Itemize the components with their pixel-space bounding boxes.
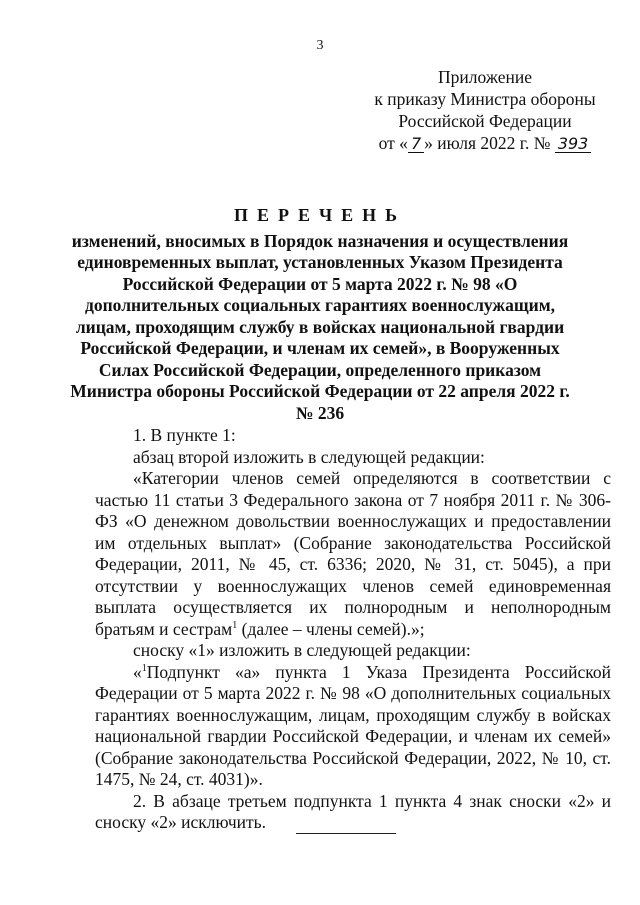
document-title: ПЕРЕЧЕНЬ <box>233 205 407 225</box>
paragraph-abzac-instruction: абзац второй изложить в следующей редакции: <box>133 446 485 467</box>
footnote-mark-1: 1 <box>232 619 238 631</box>
handwritten-day: 7 <box>408 136 424 153</box>
paragraph-point-2: 2. В абзаце третьем подпункта 1 пункта 4 знак сноски «2» и сноску «2» исключить. <box>95 790 611 832</box>
handwritten-order-number: 393 <box>555 136 592 153</box>
paragraph-point-1: 1. В пункте 1: <box>133 425 236 445</box>
paragraph-family-end: (далее – члены семей).»; <box>237 618 425 639</box>
footnote-mark-2: 1 <box>141 662 147 674</box>
appendix-country: Российской Федерации <box>398 111 572 131</box>
date-prefix: от « <box>378 133 408 153</box>
paragraph-family-text: «Категории членов семей определяются в соответствии с частью 11 статьи 3 Федерального закона от 7 ноября 2011 г. № 306-ФЗ «О денежном довольствии военнослужащих и предоставлении им отдельных выплат» (Собрание законодательства Российской Федерации, 2011, № 45, ст. 6336; 2020, № 31, ст. 5045), а при отсутствии у военнослужащих членов семей единовременная выплата осуществляется их полнородным и неполнородным братьям и сестрам <box>95 468 611 639</box>
document-subtitle: изменений, вносимых в Порядок назначения и осуществления единовременных выплат, установленных Указом Президента Российской Федерации от 5 марта 2022 г. № 98 «О дополнительных социальных гарантиях военнослужащим, лицам, проходящим службу в войсках национальной гвардии Российской Федерации, и членам их семей», в Вооруженных Силах Российской Федерации, определенного приказом Министра обороны Российской Федерации от 22 апреля 2022 г. № 236 <box>70 230 570 423</box>
document-title-block <box>60 205 580 424</box>
appendix-order-ref: к приказу Министра обороны <box>374 89 596 109</box>
footnote-body: Подпункт «а» пункта 1 Указа Президента Российской Федерации от 5 марта 2022 г. № 98 «О дополнительных социальных гарантиях военнослужащим, лицам, проходящим службу в войсках национальной гвардии Российской Федерации, и членам их семей» (Собрание законодательства Российской Федерации, 2022, № 10, ст. 1475, № 24, ст. 4031)». <box>95 661 611 789</box>
footnote-open-quote: « <box>133 661 142 682</box>
appendix-header <box>360 66 610 154</box>
document-body <box>95 425 611 834</box>
end-divider <box>296 833 396 834</box>
appendix-date-line <box>360 132 610 154</box>
paragraph-footnote-instruction: сноску «1» изложить в следующей редакции: <box>133 640 471 660</box>
appendix-title: Приложение <box>438 67 532 87</box>
page-number: 3 <box>316 38 324 53</box>
date-middle: » июля 2022 г. № <box>424 133 551 153</box>
paragraph-footnote-text <box>95 662 611 791</box>
paragraph-family-categories <box>95 468 611 640</box>
